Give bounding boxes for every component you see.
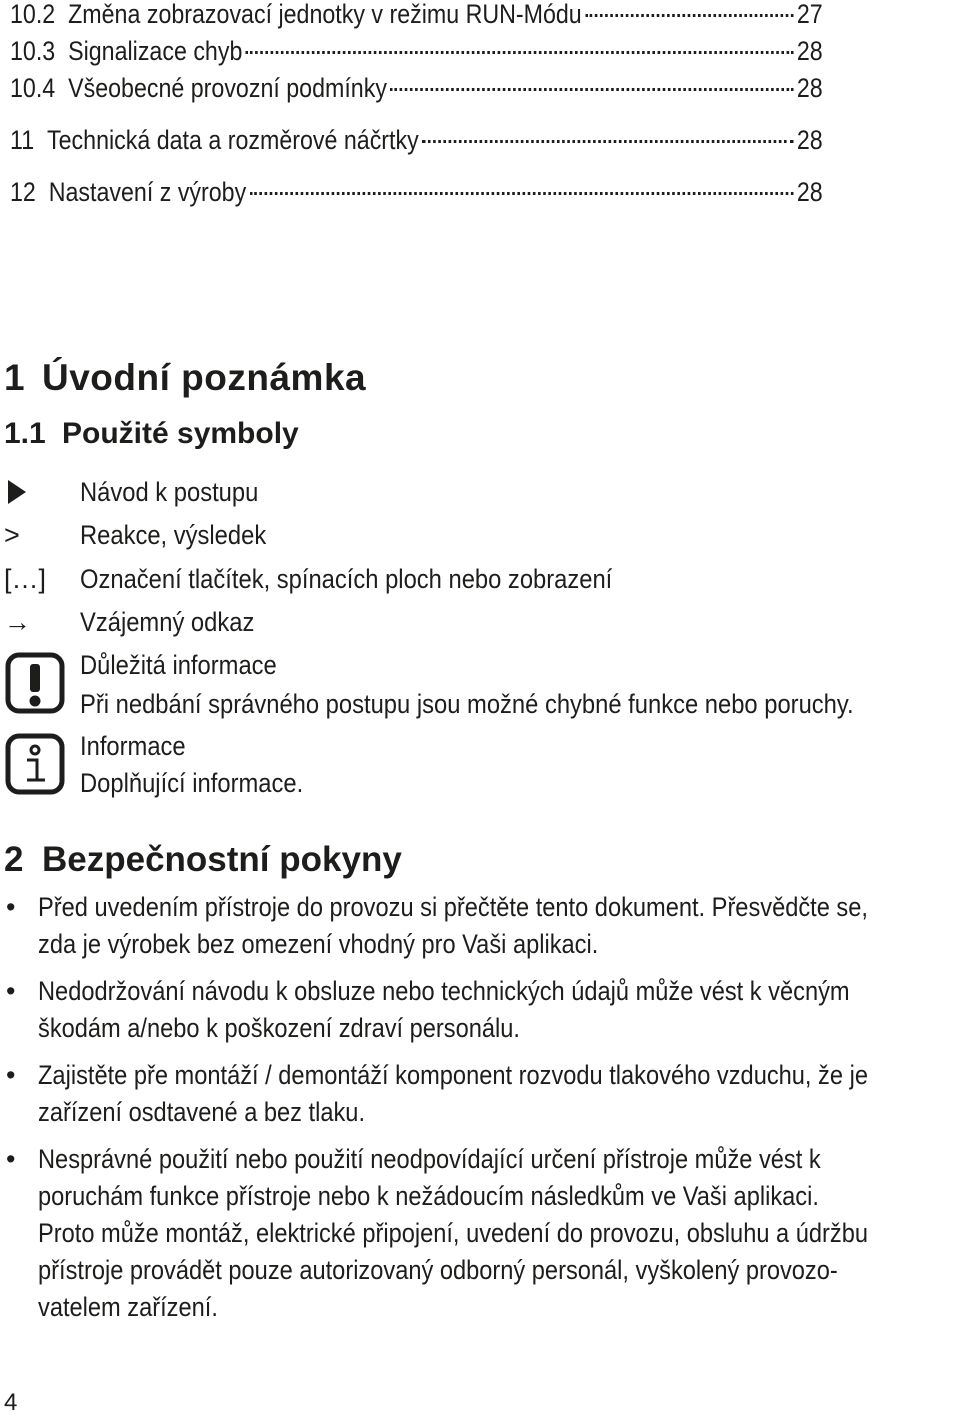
toc-entry[interactable] — [10, 68, 823, 108]
symbol-description: Návod k postupu — [80, 477, 259, 507]
notice-text: Při nedbání správného postupu jsou možné chybné funkce nebo poruchy. — [80, 689, 854, 719]
toc-number: 10.3 — [10, 36, 56, 66]
toc-page: 27 — [796, 0, 823, 29]
subsection-title: Použité symboly — [62, 417, 299, 450]
warning-exclamation-icon — [5, 652, 65, 724]
toc-entry[interactable] — [10, 172, 823, 212]
bullet-icon: • — [6, 1144, 16, 1174]
toc-leader-dots — [246, 47, 794, 54]
section-number: 1 — [4, 357, 26, 398]
symbol-mark: → — [4, 607, 31, 637]
symbol-mark: […] — [4, 564, 47, 594]
symbol-description: Označení tlačítek, spínacích ploch nebo zobrazení — [80, 564, 613, 594]
toc-leader-dots — [585, 10, 793, 17]
symbol-mark: > — [4, 520, 20, 550]
toc-title: Signalizace chyb — [68, 36, 243, 66]
notice-text: Doplňující informace. — [80, 768, 304, 798]
bullet-icon: • — [6, 892, 16, 922]
toc-number: 10.4 — [10, 73, 56, 103]
toc-leader-dots — [422, 136, 793, 143]
toc-title: Technická data a rozměrové náčrtky — [47, 125, 419, 155]
toc-number: 12 — [10, 177, 36, 207]
list-item-text: Nedodržování návodu k obsluze nebo technických údajů může vést k věcným škodám a/nebo k poškození zdraví personálu. — [38, 976, 850, 1043]
toc-page: 28 — [796, 177, 823, 207]
notice-title: Informace — [80, 731, 186, 761]
toc-entry[interactable] — [10, 120, 823, 160]
toc-title: Všeobecné provozní podmínky — [68, 73, 387, 103]
bullet-icon: • — [6, 1060, 16, 1090]
section-title: Bezpečnostní pokyny — [42, 840, 402, 879]
section-number: 2 — [4, 840, 24, 879]
toc-entry[interactable] — [10, 31, 823, 71]
page-number: 4 — [4, 1389, 18, 1416]
list-item-text: Nesprávné použití nebo použití neodpovídající určení přístroje může vést k poruchám funkce přístroje nebo k nežádoucím následkům ve Vaši aplikaci. Proto může montáž, elektrické připojení, uvedení do provozu, obsluhu a údržbu přístroje provádět pouze autorizovaný odborný personál, vyškolený provozo- vatelem zařízení. — [38, 1144, 868, 1322]
info-icon — [5, 733, 65, 805]
toc-title: Nastavení z výroby — [48, 177, 247, 207]
toc-leader-dots — [250, 188, 794, 195]
toc-page: 28 — [796, 73, 823, 103]
symbol-description: Vzájemný odkaz — [80, 607, 255, 637]
toc-page: 28 — [796, 36, 823, 66]
section-heading — [4, 356, 366, 400]
bullet-icon: • — [6, 976, 16, 1006]
toc-title: Změna zobrazovací jednotky v režimu RUN-Módu — [68, 0, 582, 29]
toc-leader-dots — [390, 84, 793, 91]
list-item-text: Zajistěte pře montáží / demontáží komponent rozvodu tlakového vzduchu, že je zařízení osdtavené a bez tlaku. — [38, 1060, 868, 1127]
toc-number: 11 — [10, 125, 35, 155]
toc-number: 10.2 — [10, 0, 56, 29]
subsection-heading — [4, 414, 299, 454]
toc-page: 28 — [796, 125, 823, 155]
list-item-text: Před uvedením přístroje do provozu si přečtěte tento dokument. Přesvědčte se, zda je výrobek bez omezení vhodný pro Vaši aplikaci. — [38, 892, 868, 959]
subsection-number: 1.1 — [4, 417, 46, 450]
section-title: Úvodní poznámka — [42, 357, 367, 398]
notice-title: Důležitá informace — [80, 650, 277, 680]
toc-entry[interactable] — [10, 0, 823, 34]
section-heading — [4, 838, 402, 882]
symbol-description: Reakce, výsledek — [80, 520, 267, 550]
